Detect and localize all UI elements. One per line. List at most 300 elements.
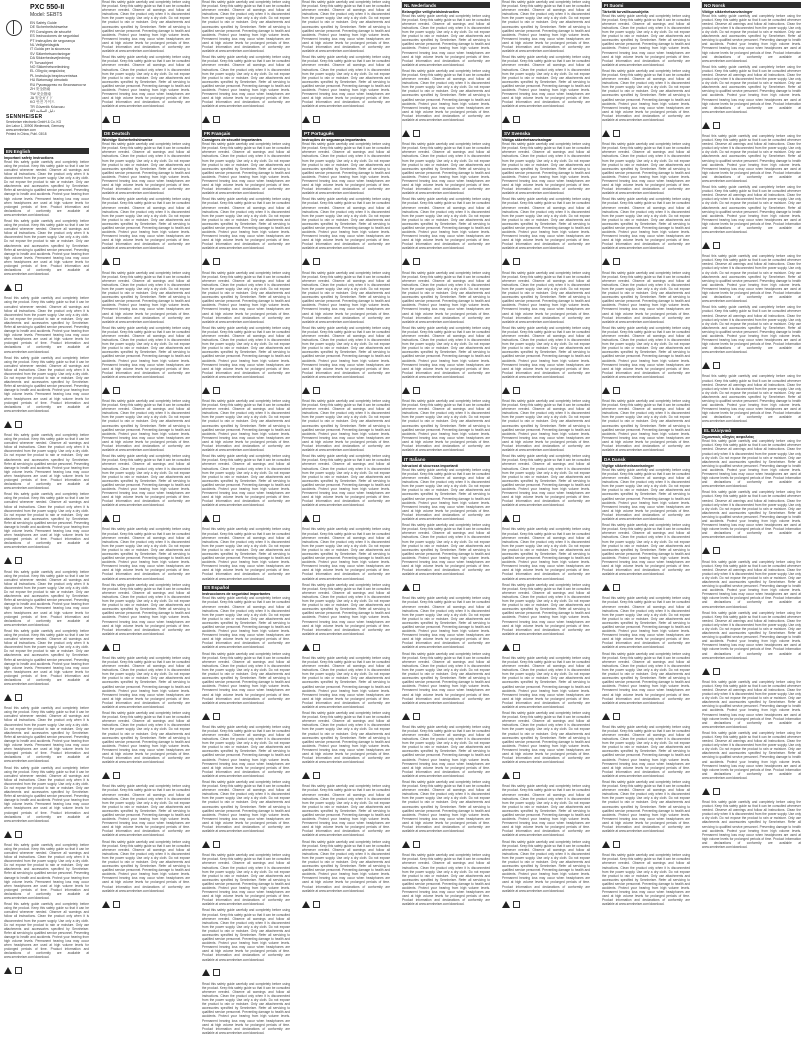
- body-text: Read this safety guide carefully and completely before using the product. Keep this safety guide so that it can be consulted whenever needed. Observe all warnings and follow all instructions. Clean the product only when it is disconnected from the power supply. Use only a dry cloth. Do not expose the product to rain or moisture. Only use attachments and accessories specified by Sennheiser. Refer all servicing to qualified service personnel. Preventing damage to health and accidents. Protect your hearing from high volume levels. Permanent hearing loss may occur when headphones are used at high volume levels for prolonged periods of time. Product information and declarations of conformity are available at www.sennheiser.com/download.: [602, 523, 690, 577]
- warning-icon: [402, 130, 410, 137]
- body-text: Read this safety guide carefully and completely before using the product. Keep this safety guide so that it can be consulted whenever needed. Observe all warnings and follow all instructions. Clean the product only when it is disconnected from the power supply. Use only a dry cloth. Do not expose the product to rain or moisture. Only use attachments and accessories specified by Sennheiser. Refer all servicing to qualified service personnel. Preventing damage to health and accidents. Protect your hearing from high volume levels. Permanent hearing loss may occur when headphones are used at high volume levels for prolonged periods of time. Product information and declarations of conformity are available at www.sennheiser.com/download.: [602, 651, 690, 705]
- symbol-row: [4, 415, 89, 433]
- warning-icon: [602, 387, 610, 394]
- language-item: SV Säkerhetsanvisningar: [30, 51, 71, 56]
- info-icon: [213, 841, 220, 848]
- info-icon: [213, 515, 220, 522]
- body-text: Read this safety guide carefully and completely before using the product. Keep this safety guide so that it can be consulted whenever needed. Observe all warnings and follow all instructions. Clean the product only when it is disconnected from the power supply. Use only a dry cloth. Do not expose the product to rain or moisture. Only use attachments and accessories specified by Sennheiser. Refer all servicing to qualified service personnel. Preventing damage to health and accidents. Protect your hearing from high volume levels. Permanent hearing loss may occur when headphones are used at high volume levels for prolonged periods of time. Product information and declarations of conformity are available at www.sennheiser.com/download.: [4, 628, 89, 687]
- warning-icon: [702, 547, 710, 554]
- symbol-row: [202, 835, 290, 853]
- body-text: Read this safety guide carefully and completely before using the product. Keep this safety guide so that it can be consulted whenever needed. Observe all warnings and follow all instructions. Clean the product only when it is disconnected from the power supply. Use only a dry cloth. Do not expose the product to rain or moisture. Only use attachments and accessories specified by Sennheiser. Refer all servicing to qualified service personnel. Preventing damage to health and accidents. Protect your hearing from high volume levels. Permanent hearing loss may occur when headphones are used at high volume levels for prolonged periods of time. Product information and declarations of conformity are available at www.sennheiser.com/download.: [602, 467, 690, 522]
- body-text: Read this safety guide carefully and completely before using the product. Keep this safety guide so that it can be consulted whenever needed. Observe all warnings and follow all instructions. Clean the product only when it is disconnected from the power supply. Use only a dry cloth. Do not expose the product to rain or moisture. Only use attachments and accessories specified by Sennheiser. Refer all servicing to qualified service personnel. Preventing damage to health and accidents. Protect your hearing from high volume levels. Permanent hearing loss may occur when headphones are used at high volume levels for prolonged periods of time. Product information and declarations of conformity are available at www.sennheiser.com/download.: [302, 839, 390, 893]
- warning-icon: [102, 515, 110, 522]
- info-icon: [413, 130, 420, 137]
- info-icon: [113, 901, 120, 908]
- info-icon: [513, 644, 520, 651]
- symbol-row: [202, 110, 290, 128]
- symbol-row: [502, 381, 590, 399]
- body-text: Read this safety guide carefully and completely before using the product. Keep this safety guide so that it can be consulted whenever needed. Observe all warnings and follow all instructions. Clean the product only when it is disconnected from the power supply. Use only a dry cloth. Do not expose the product to rain or moisture. Only use attachments and accessories specified by Sennheiser. Refer all servicing to qualified service personnel. Preventing damage to health and accidents. Protect your hearing from high volume levels. Permanent hearing loss may occur when headphones are used at high volume levels for prolonged periods of time. Product information and declarations of conformity are available at www.sennheiser.com/download.: [502, 399, 590, 453]
- language-item: IT Guida per la sicurezza: [30, 47, 70, 52]
- body-text: Read this safety guide carefully and completely before using the product. Keep this safety guide so that it can be consulted whenever needed. Observe all warnings and follow all instructions. Clean the product only when it is disconnected from the power supply. Use only a dry cloth. Do not expose the product to rain or moisture. Only use attachments and accessories specified by Sennheiser. Refer all servicing to qualified service personnel. Preventing damage to health and accidents. Protect your hearing from high volume levels. Permanent hearing loss may occur when headphones are used at high volume levels for prolonged periods of time. Product information and declarations of conformity are available at www.sennheiser.com/download.: [302, 454, 390, 508]
- symbol-row: [502, 110, 590, 128]
- warning-icon: [202, 713, 210, 720]
- body-text: Read this safety guide carefully and completely before using the product. Keep this safety guide so that it can be consulted whenever needed. Observe all warnings and follow all instructions. Clean the product only when it is disconnected from the power supply. Use only a dry cloth. Do not expose the product to rain or moisture. Only use attachments and accessories specified by Sennheiser. Refer all servicing to qualified service personnel. Preventing damage to health and accidents. Protect your hearing from high volume levels. Permanent hearing loss may occur when headphones are used at high volume levels for prolonged periods of time. Product information and declarations of conformity are available at www.sennheiser.com/download.: [4, 902, 89, 960]
- section-subheading: Σημαντικές οδηγίες ασφαλείας: [702, 435, 755, 440]
- warning-icon: [602, 713, 610, 720]
- language-heading: ES Español: [202, 585, 290, 591]
- language-item: ES Instrucciones de seguridad: [30, 34, 79, 39]
- warning-icon: [202, 258, 210, 265]
- body-text: Read this safety guide carefully and completely before using the product. Keep this safety guide so that it can be consulted whenever needed. Observe all warnings and follow all instructions. Clean the product only when it is disconnected from the power supply. Use only a dry cloth. Do not expose the product to rain or moisture. Only use attachments and accessories specified by Sennheiser. Refer all servicing to qualified service personnel. Preventing damage to health and accidents. Protect your hearing from high volume levels. Permanent hearing loss may occur when headphones are used at high volume levels for prolonged periods of time. Product information and declarations of conformity are available at www.sennheiser.com/download.: [202, 853, 290, 907]
- body-text: Read this safety guide carefully and completely before using the product. Keep this safety guide so that it can be consulted whenever needed. Observe all warnings and follow all instructions. Clean the product only when it is disconnected from the power supply. Use only a dry cloth. Do not expose the product to rain or moisture. Only use attachments and accessories specified by Sennheiser. Refer all servicing to qualified service personnel. Preventing damage to health and accidents. Protect your hearing from high volume levels. Permanent hearing loss may occur when headphones are used at high volume levels for prolonged periods of time. Product information and declarations of conformity are available at www.sennheiser.com/download.: [702, 305, 801, 355]
- language-item: PL Instrukcja bezpieczeństwa: [30, 73, 78, 78]
- warning-icon: [202, 969, 210, 976]
- info-icon: [613, 258, 620, 265]
- body-text: Read this safety guide carefully and completely before using the product. Keep this safety guide so that it can be consulted whenever needed. Observe all warnings and follow all instructions. Clean the product only when it is disconnected from the power supply. Use only a dry cloth. Do not expose the product to rain or moisture. Only use attachments and accessories specified by Sennheiser. Refer all servicing to qualified service personnel. Preventing damage to health and accidents. Protect your hearing from high volume levels. Permanent hearing loss may occur when headphones are used at high volume levels for prolonged periods of time. Product information and declarations of conformity are available at www.sennheiser.com/download.: [102, 142, 190, 196]
- symbol-row: [402, 578, 490, 596]
- symbol-row: [702, 116, 801, 134]
- symbol-row: [502, 253, 590, 271]
- warning-icon: [302, 772, 310, 779]
- section-subheading: Tärkeitä turvallisuusohjeita: [602, 9, 649, 14]
- symbol-row: [4, 688, 89, 706]
- info-icon: [513, 515, 520, 522]
- language-heading: PT Português: [302, 130, 390, 136]
- language-item: TR Güvenlik Kılavuzu: [30, 104, 65, 109]
- info-icon: [15, 694, 22, 701]
- language-item: FR Consignes de sécurité: [30, 29, 72, 34]
- body-text: Read this safety guide carefully and completely before using the product. Keep this safety guide so that it can be consulted whenever needed. Observe all warnings and follow all instructions. Clean the product only when it is disconnected from the power supply. Use only a dry cloth. Do not expose the product to rain or moisture. Only use attachments and accessories specified by Sennheiser. Refer all servicing to qualified service personnel. Preventing damage to health and accidents. Protect your hearing from high volume levels. Permanent hearing loss may occur when headphones are used at high volume levels for prolonged periods of time. Product information and declarations of conformity are available at www.sennheiser.com/download.: [4, 355, 89, 413]
- body-text: Read this safety guide carefully and completely before using the product. Keep this safety guide so that it can be consulted whenever needed. Observe all warnings and follow all instructions. Clean the product only when it is disconnected from the power supply. Use only a dry cloth. Do not expose the product to rain or moisture. Only use attachments and accessories specified by Sennheiser. Refer all servicing to qualified service personnel. Preventing damage to health and accidents. Protect your hearing from high volume levels. Permanent hearing loss may occur when headphones are used at high volume levels for prolonged periods of time. Product information and declarations of conformity are available at www.sennheiser.com/download.: [602, 780, 690, 834]
- info-icon: [613, 130, 620, 137]
- body-text: Read this safety guide carefully and completely before using the product. Keep this safety guide so that it can be consulted whenever needed. Observe all warnings and follow all instructions. Clean the product only when it is disconnected from the power supply. Use only a dry cloth. Do not expose the product to rain or moisture. Only use attachments and accessories specified by Sennheiser. Refer all servicing to qualified service personnel. Preventing damage to health and accidents. Protect your hearing from high volume levels. Permanent hearing loss may occur when headphones are used at high volume levels for prolonged periods of time. Product information and declarations of conformity are available at www.sennheiser.com/download.: [402, 853, 490, 907]
- symbol-row: [702, 236, 801, 254]
- symbol-row: [602, 707, 690, 725]
- warning-icon: [102, 644, 110, 651]
- language-list: [30, 21, 88, 114]
- symbol-row: [102, 895, 190, 913]
- warning-icon: [302, 644, 310, 651]
- body-text: Read this safety guide carefully and completely before using the product. Keep this safety guide so that it can be consulted whenever needed. Observe all warnings and follow all instructions. Clean the product only when it is disconnected from the power supply. Use only a dry cloth. Do not expose the product to rain or moisture. Only use attachments and accessories specified by Sennheiser. Refer all servicing to qualified service personnel. Preventing damage to health and accidents. Protect your hearing from high volume levels. Permanent hearing loss may occur when headphones are used at high volume levels for prolonged periods of time. Product information and declarations of conformity are available at www.sennheiser.com/download.: [402, 399, 490, 453]
- body-text: Read this safety guide carefully and completely before using the product. Keep this safety guide so that it can be consulted whenever needed. Observe all warnings and follow all instructions. Clean the product only when it is disconnected from the power supply. Use only a dry cloth. Do not expose the product to rain or moisture. Only use attachments and accessories specified by Sennheiser. Refer all servicing to qualified service personnel. Preventing damage to health and accidents. Protect your hearing from high volume levels. Permanent hearing loss may occur when headphones are used at high volume levels for prolonged periods of time. Product information and declarations of conformity are available at www.sennheiser.com/download.: [602, 399, 690, 453]
- warning-icon: [702, 242, 710, 249]
- language-item: RU Руководство по безопасности: [30, 82, 86, 87]
- warning-icon: [102, 116, 110, 123]
- body-text: Read this safety guide carefully and completely before using the product. Keep this safety guide so that it can be consulted whenever needed. Observe all warnings and follow all instructions. Clean the product only when it is disconnected from the power supply. Use only a dry cloth. Do not expose the product to rain or moisture. Only use attachments and accessories specified by Sennheiser. Refer all servicing to qualified service personnel. Preventing damage to health and accidents. Protect your hearing from high volume levels. Permanent hearing loss may occur when headphones are used at high volume levels for prolonged periods of time. Product information and declarations of conformity are available at www.sennheiser.com/download.: [202, 197, 290, 251]
- language-heading: FI Suomi: [602, 2, 690, 8]
- info-icon: [113, 644, 120, 651]
- section-subheading: Viktiga säkerhetsanvisningar: [502, 138, 552, 143]
- body-text: Read this safety guide carefully and completely before using the product. Keep this safety guide so that it can be consulted whenever needed. Observe all warnings and follow all instructions. Clean the product only when it is disconnected from the power supply. Use only a dry cloth. Do not expose the product to rain or moisture. Only use attachments and accessories specified by Sennheiser. Refer all servicing to qualified service personnel. Preventing damage to health and accidents. Protect your hearing from high volume levels. Permanent hearing loss may occur when headphones are used at high volume levels for prolonged periods of time. Product information and declarations of conformity are available at www.sennheiser.com/download.: [702, 730, 801, 780]
- body-text: Read this safety guide carefully and completely before using the product. Keep this safety guide so that it can be consulted whenever needed. Observe all warnings and follow all instructions. Clean the product only when it is disconnected from the power supply. Use only a dry cloth. Do not expose the product to rain or moisture. Only use attachments and accessories specified by Sennheiser. Refer all servicing to qualified service personnel. Preventing damage to health and accidents. Protect your hearing from high volume levels. Permanent hearing loss may occur when headphones are used at high volume levels for prolonged periods of time. Product information and declarations of conformity are available at www.sennheiser.com/download.: [4, 159, 89, 217]
- column-content: [301, 0, 390, 893]
- body-text: Read this safety guide carefully and completely before using the product. Keep this safety guide so that it can be consulted whenever needed. Observe all warnings and follow all instructions. Clean the product only when it is disconnected from the power supply. Use only a dry cloth. Do not expose the product to rain or moisture. Only use attachments and accessories specified by Sennheiser. Refer all servicing to qualified service personnel. Preventing damage to health and accidents. Protect your hearing from high volume levels. Permanent hearing loss may occur when headphones are used at high volume levels for prolonged periods of time. Product information and declarations of conformity are available at www.sennheiser.com/download.: [4, 765, 89, 823]
- section-subheading: Wichtige Sicherheitshinweise: [102, 138, 153, 143]
- symbol-row: [202, 509, 290, 527]
- section-subheading: Viktige sikkerhetsanvisninger: [702, 9, 753, 14]
- body-text: Read this safety guide carefully and completely before using the product. Keep this safety guide so that it can be consulted whenever needed. Observe all warnings and follow all instructions. Clean the product only when it is disconnected from the power supply. Use only a dry cloth. Do not expose the product to rain or moisture. Only use attachments and accessories specified by Sennheiser. Refer all servicing to qualified service personnel. Preventing damage to health and accidents. Protect your hearing from high volume levels. Permanent hearing loss may occur when headphones are used at high volume levels for prolonged periods of time. Product information and declarations of conformity are available at www.sennheiser.com/download.: [302, 527, 390, 581]
- body-text: Read this safety guide carefully and completely before using the product. Keep this safety guide so that it can be consulted whenever needed. Observe all warnings and follow all instructions. Clean the product only when it is disconnected from the power supply. Use only a dry cloth. Do not expose the product to rain or moisture. Only use attachments and accessories specified by Sennheiser. Refer all servicing to qualified service personnel. Preventing damage to health and accidents. Protect your hearing from high volume levels. Permanent hearing loss may occur when headphones are used at high volume levels for prolonged periods of time. Product information and declarations of conformity are available at www.sennheiser.com/download.: [202, 142, 290, 196]
- info-icon: [613, 584, 620, 591]
- body-text: Read this safety guide carefully and completely before using the product. Keep this safety guide so that it can be consulted whenever needed. Observe all warnings and follow all instructions. Clean the product only when it is disconnected from the power supply. Use only a dry cloth. Do not expose the product to rain or moisture. Only use attachments and accessories specified by Sennheiser. Refer all servicing to qualified service personnel. Preventing damage to health and accidents. Protect your hearing from high volume levels. Permanent hearing loss may occur when headphones are used at high volume levels for prolonged periods of time. Product information and declarations of conformity are available at www.sennheiser.com/download.: [602, 596, 690, 650]
- body-text: Read this safety guide carefully and completely before using the product. Keep this safety guide so that it can be consulted whenever needed. Observe all warnings and follow all instructions. Clean the product only when it is disconnected from the power supply. Use only a dry cloth. Do not expose the product to rain or moisture. Only use attachments and accessories specified by Sennheiser. Refer all servicing to qualified service personnel. Preventing damage to health and accidents. Protect your hearing from high volume levels. Permanent hearing loss may occur when headphones are used at high volume levels for prolonged periods of time. Product information and declarations of conformity are available at www.sennheiser.com/download.: [702, 800, 801, 850]
- body-text: Read this safety guide carefully and completely before using the product. Keep this safety guide so that it can be consulted whenever needed. Observe all warnings and follow all instructions. Clean the product only when it is disconnected from the power supply. Use only a dry cloth. Do not expose the product to rain or moisture. Only use attachments and accessories specified by Sennheiser. Refer all servicing to qualified service personnel. Preventing damage to health and accidents. Protect your hearing from high volume levels. Permanent hearing loss may occur when headphones are used at high volume levels for prolonged periods of time. Product information and declarations of conformity are available at www.sennheiser.com/download.: [4, 569, 89, 627]
- info-icon: [113, 387, 120, 394]
- symbol-row: [502, 766, 590, 784]
- language-item: DE Sicherheitshinweise: [30, 25, 68, 30]
- body-text: Read this safety guide carefully and completely before using the product. Keep this safety guide so that it can be consulted whenever needed. Observe all warnings and follow all instructions. Clean the product only when it is disconnected from the power supply. Use only a dry cloth. Do not expose the product to rain or moisture. Only use attachments and accessories specified by Sennheiser. Refer all servicing to qualified service personnel. Preventing damage to health and accidents. Protect your hearing from high volume levels. Permanent hearing loss may occur when headphones are used at high volume levels for prolonged periods of time. Product information and declarations of conformity are available at www.sennheiser.com/download.: [302, 0, 390, 54]
- symbol-row: [302, 638, 390, 656]
- info-icon: [713, 668, 720, 675]
- body-text: Read this safety guide carefully and completely before using the product. Keep this safety guide so that it can be consulted whenever needed. Observe all warnings and follow all instructions. Clean the product only when it is disconnected from the power supply. Use only a dry cloth. Do not expose the product to rain or moisture. Only use attachments and accessories specified by Sennheiser. Refer all servicing to qualified service personnel. Preventing damage to health and accidents. Protect your hearing from high volume levels. Permanent hearing loss may occur when headphones are used at high volume levels for prolonged periods of time. Product information and declarations of conformity are available at www.sennheiser.com/download.: [602, 724, 690, 778]
- body-text: Read this safety guide carefully and completely before using the product. Keep this safety guide so that it can be consulted whenever needed. Observe all warnings and follow all instructions. Clean the product only when it is disconnected from the power supply. Use only a dry cloth. Do not expose the product to rain or moisture. Only use attachments and accessories specified by Sennheiser. Refer all servicing to qualified service personnel. Preventing damage to health and accidents. Protect your hearing from high volume levels. Permanent hearing loss may occur when headphones are used at high volume levels for prolonged periods of time. Product information and declarations of conformity are available at www.sennheiser.com/download.: [302, 582, 390, 636]
- body-text: Read this safety guide carefully and completely before using the product. Keep this safety guide so that it can be consulted whenever needed. Observe all warnings and follow all instructions. Clean the product only when it is disconnected from the power supply. Use only a dry cloth. Do not expose the product to rain or moisture. Only use attachments and accessories specified by Sennheiser. Refer all servicing to qualified service personnel. Preventing damage to health and accidents. Protect your hearing from high volume levels. Permanent hearing loss may occur when headphones are used at high volume levels for prolonged periods of time. Product information and declarations of conformity are available at www.sennheiser.com/download.: [102, 55, 190, 109]
- language-item: NL Veiligheidsgids: [30, 43, 60, 48]
- info-icon: [513, 901, 520, 908]
- info-icon: [113, 258, 120, 265]
- body-text: Read this safety guide carefully and completely before using the product. Keep this safety guide so that it can be consulted whenever needed. Observe all warnings and follow all instructions. Clean the product only when it is disconnected from the power supply. Use only a dry cloth. Do not expose the product to rain or moisture. Only use attachments and accessories specified by Sennheiser. Refer all servicing to qualified service personnel. Preventing damage to health and accidents. Protect your hearing from high volume levels. Permanent hearing loss may occur when headphones are used at high volume levels for prolonged periods of time. Product information and declarations of conformity are available at www.sennheiser.com/download.: [702, 13, 801, 63]
- symbol-row: [4, 825, 89, 843]
- language-heading: EN English: [4, 148, 89, 154]
- body-text: Read this safety guide carefully and completely before using the product. Keep this safety guide so that it can be consulted whenever needed. Observe all warnings and follow all instructions. Clean the product only when it is disconnected from the power supply. Use only a dry cloth. Do not expose the product to rain or moisture. Only use attachments and accessories specified by Sennheiser. Refer all servicing to qualified service personnel. Preventing damage to health and accidents. Protect your hearing from high volume levels. Permanent hearing loss may occur when headphones are used at high volume levels for prolonged periods of time. Product information and declarations of conformity are available at www.sennheiser.com/download.: [602, 853, 690, 907]
- body-text: Read this safety guide carefully and completely before using the product. Keep this safety guide so that it can be consulted whenever needed. Observe all warnings and follow all instructions. Clean the product only when it is disconnected from the power supply. Use only a dry cloth. Do not expose the product to rain or moisture. Only use attachments and accessories specified by Sennheiser. Refer all servicing to qualified service personnel. Preventing damage to health and accidents. Protect your hearing from high volume levels. Permanent hearing loss may occur when headphones are used at high volume levels for prolonged periods of time. Product information and declarations of conformity are available at www.sennheiser.com/download.: [702, 374, 801, 424]
- address-line: Am Labor 1, 30900 Wedemark, Germany: [6, 124, 65, 129]
- info-icon: [313, 901, 320, 908]
- body-text: Read this safety guide carefully and completely before using the product. Keep this safety guide so that it can be consulted whenever needed. Observe all warnings and follow all instructions. Clean the product only when it is disconnected from the power supply. Use only a dry cloth. Do not expose the product to rain or moisture. Only use attachments and accessories specified by Sennheiser. Refer all servicing to qualified service personnel. Preventing damage to health and accidents. Protect your hearing from high volume levels. Permanent hearing loss may occur when headphones are used at high volume levels for prolonged periods of time. Product information and declarations of conformity are available at www.sennheiser.com/download.: [202, 454, 290, 508]
- symbol-row: [402, 835, 490, 853]
- info-icon: [413, 387, 420, 394]
- warning-icon: [4, 694, 12, 701]
- warning-icon: [4, 967, 12, 974]
- body-text: Read this safety guide carefully and completely before using the product. Keep this safety guide so that it can be consulted whenever needed. Observe all warnings and follow all instructions. Clean the product only when it is disconnected from the power supply. Use only a dry cloth. Do not expose the product to rain or moisture. Only use attachments and accessories specified by Sennheiser. Refer all servicing to qualified service personnel. Preventing damage to health and accidents. Protect your hearing from high volume levels. Permanent hearing loss may occur when headphones are used at high volume levels for prolonged periods of time. Product information and declarations of conformity are available at www.sennheiser.com/download.: [202, 780, 290, 834]
- info-icon: [313, 258, 320, 265]
- warning-icon: [202, 841, 210, 848]
- warning-icon: [302, 116, 310, 123]
- symbol-row: [302, 381, 390, 399]
- body-text: Read this safety guide carefully and completely before using the product. Keep this safety guide so that it can be consulted whenever needed. Observe all warnings and follow all instructions. Clean the product only when it is disconnected from the power supply. Use only a dry cloth. Do not expose the product to rain or moisture. Only use attachments and accessories specified by Sennheiser. Refer all servicing to qualified service personnel. Preventing damage to health and accidents. Protect your hearing from high volume levels. Permanent hearing loss may occur when headphones are used at high volume levels for prolonged periods of time. Product information and declarations of conformity are available at www.sennheiser.com/download.: [502, 784, 590, 838]
- body-text: Read this safety guide carefully and completely before using the product. Keep this safety guide so that it can be consulted whenever needed. Observe all warnings and follow all instructions. Clean the product only when it is disconnected from the power supply. Use only a dry cloth. Do not expose the product to rain or moisture. Only use attachments and accessories specified by Sennheiser. Refer all servicing to qualified service personnel. Preventing damage to health and accidents. Protect your hearing from high volume levels. Permanent hearing loss may occur when headphones are used at high volume levels for prolonged periods of time. Product information and declarations of conformity are available at www.sennheiser.com/download.: [702, 254, 801, 304]
- symbol-row: [202, 253, 290, 271]
- body-text: Read this safety guide carefully and completely before using the product. Keep this safety guide so that it can be consulted whenever needed. Observe all warnings and follow all instructions. Clean the product only when it is disconnected from the power supply. Use only a dry cloth. Do not expose the product to rain or moisture. Only use attachments and accessories specified by Sennheiser. Refer all servicing to qualified service personnel. Preventing damage to health and accidents. Protect your hearing from high volume levels. Permanent hearing loss may occur when headphones are used at high volume levels for prolonged periods of time. Product information and declarations of conformity are available at www.sennheiser.com/download.: [502, 55, 590, 109]
- body-text: Read this safety guide carefully and completely before using the product. Keep this safety guide so that it can be consulted whenever needed. Observe all warnings and follow all instructions. Clean the product only when it is disconnected from the power supply. Use only a dry cloth. Do not expose the product to rain or moisture. Only use attachments and accessories specified by Sennheiser. Refer all servicing to qualified service personnel. Preventing damage to health and accidents. Protect your hearing from high volume levels. Permanent hearing loss may occur when headphones are used at high volume levels for prolonged periods of time. Product information and declarations of conformity are available at www.sennheiser.com/download.: [702, 679, 801, 729]
- language-item: AR دليل السلامة: [30, 109, 55, 114]
- symbol-row: [102, 766, 190, 784]
- info-icon: [613, 841, 620, 848]
- warning-icon: [102, 772, 110, 779]
- language-heading: NL Nederlands: [402, 2, 490, 8]
- warning-icon: [202, 515, 210, 522]
- body-text: Read this safety guide carefully and completely before using the product. Keep this safety guide so that it can be consulted whenever needed. Observe all warnings and follow all instructions. Clean the product only when it is disconnected from the power supply. Use only a dry cloth. Do not expose the product to rain or moisture. Only use attachments and accessories specified by Sennheiser. Refer all servicing to qualified service personnel. Preventing damage to health and accidents. Protect your hearing from high volume levels. Permanent hearing loss may occur when headphones are used at high volume levels for prolonged periods of time. Product information and declarations of conformity are available at www.sennheiser.com/download.: [502, 270, 590, 324]
- body-text: Read this safety guide carefully and completely before using the product. Keep this safety guide so that it can be consulted whenever needed. Observe all warnings and follow all instructions. Clean the product only when it is disconnected from the power supply. Use only a dry cloth. Do not expose the product to rain or moisture. Only use attachments and accessories specified by Sennheiser. Refer all servicing to qualified service personnel. Preventing damage to health and accidents. Protect your hearing from high volume levels. Permanent hearing loss may occur when headphones are used at high volume levels for prolonged periods of time. Product information and declarations of conformity are available at www.sennheiser.com/download.: [702, 610, 801, 660]
- symbol-row: [702, 662, 801, 680]
- language-item: DA Sikkerhedsvejledning: [30, 56, 70, 61]
- info-icon: [513, 258, 520, 265]
- warning-icon: [502, 644, 510, 651]
- body-text: Read this safety guide carefully and completely before using the product. Keep this safety guide so that it can be consulted whenever needed. Observe all warnings and follow all instructions. Clean the product only when it is disconnected from the power supply. Use only a dry cloth. Do not expose the product to rain or moisture. Only use attachments and accessories specified by Sennheiser. Refer all servicing to qualified service personnel. Preventing damage to health and accidents. Protect your hearing from high volume levels. Permanent hearing loss may occur when headphones are used at high volume levels for prolonged periods of time. Product information and declarations of conformity are available at www.sennheiser.com/download.: [302, 655, 390, 709]
- symbol-row: [402, 253, 490, 271]
- body-text: Read this safety guide carefully and completely before using the product. Keep this safety guide so that it can be consulted whenever needed. Observe all warnings and follow all instructions. Clean the product only when it is disconnected from the power supply. Use only a dry cloth. Do not expose the product to rain or moisture. Only use attachments and accessories specified by Sennheiser. Refer all servicing to qualified service personnel. Preventing damage to health and accidents. Protect your hearing from high volume levels. Permanent hearing loss may occur when headphones are used at high volume levels for prolonged periods of time. Product information and declarations of conformity are available at www.sennheiser.com/download.: [502, 655, 590, 709]
- symbol-row: [202, 381, 290, 399]
- info-icon: [713, 788, 720, 795]
- body-text: Read this safety guide carefully and completely before using the product. Keep this safety guide so that it can be consulted whenever needed. Observe all warnings and follow all instructions. Clean the product only when it is disconnected from the power supply. Use only a dry cloth. Do not expose the product to rain or moisture. Only use attachments and accessories specified by Sennheiser. Refer all servicing to qualified service personnel. Preventing damage to health and accidents. Protect your hearing from high volume levels. Permanent hearing loss may occur when headphones are used at high volume levels for prolonged periods of time. Product information and declarations of conformity are available at www.sennheiser.com/download.: [502, 197, 590, 251]
- warning-icon: [4, 284, 12, 291]
- body-text: Read this safety guide carefully and completely before using the product. Keep this safety guide so that it can be consulted whenever needed. Observe all warnings and follow all instructions. Clean the product only when it is disconnected from the power supply. Use only a dry cloth. Do not expose the product to rain or moisture. Only use attachments and accessories specified by Sennheiser. Refer all servicing to qualified service personnel. Preventing damage to health and accidents. Protect your hearing from high volume levels. Permanent hearing loss may occur when headphones are used at high volume levels for prolonged periods of time. Product information and declarations of conformity are available at www.sennheiser.com/download.: [402, 467, 490, 522]
- info-icon: [15, 831, 22, 838]
- brand-logo: SENNHEISER: [6, 114, 43, 120]
- info-icon: [413, 258, 420, 265]
- body-text: Read this safety guide carefully and completely before using the product. Keep this safety guide so that it can be consulted whenever needed. Observe all warnings and follow all instructions. Clean the product only when it is disconnected from the power supply. Use only a dry cloth. Do not expose the product to rain or moisture. Only use attachments and accessories specified by Sennheiser. Refer all servicing to qualified service personnel. Preventing damage to health and accidents. Protect your hearing from high volume levels. Permanent hearing loss may occur when headphones are used at high volume levels for prolonged periods of time. Product information and declarations of conformity are available at www.sennheiser.com/download.: [602, 270, 690, 324]
- language-item: EN Safety Guide: [30, 21, 57, 25]
- warning-icon: [402, 841, 410, 848]
- symbol-row: [202, 707, 290, 725]
- body-text: Read this safety guide carefully and completely before using the product. Keep this safety guide so that it can be consulted whenever needed. Observe all warnings and follow all instructions. Clean the product only when it is disconnected from the power supply. Use only a dry cloth. Do not expose the product to rain or moisture. Only use attachments and accessories specified by Sennheiser. Refer all servicing to qualified service personnel. Preventing damage to health and accidents. Protect your hearing from high volume levels. Permanent hearing loss may occur when headphones are used at high volume levels for prolonged periods of time. Product information and declarations of conformity are available at www.sennheiser.com/download.: [402, 68, 490, 123]
- info-icon: [213, 969, 220, 976]
- address-line: www.sennheiser.com: [6, 128, 36, 133]
- warning-icon: [102, 258, 110, 265]
- column-content: [101, 0, 190, 893]
- warning-icon: [4, 421, 12, 428]
- body-text: Read this safety guide carefully and completely before using the product. Keep this safety guide so that it can be consulted whenever needed. Observe all warnings and follow all instructions. Clean the product only when it is disconnected from the power supply. Use only a dry cloth. Do not expose the product to rain or moisture. Only use attachments and accessories specified by Sennheiser. Refer all servicing to qualified service personnel. Preventing damage to health and accidents. Protect your hearing from high volume levels. Permanent hearing loss may occur when headphones are used at high volume levels for prolonged periods of time. Product information and declarations of conformity are available at www.sennheiser.com/download.: [202, 908, 290, 962]
- address-line: Printed in China, Publ. 03/18: [6, 132, 47, 137]
- body-text: Read this safety guide carefully and completely before using the product. Keep this safety guide so that it can be consulted whenever needed. Observe all warnings and follow all instructions. Clean the product only when it is disconnected from the power supply. Use only a dry cloth. Do not expose the product to rain or moisture. Only use attachments and accessories specified by Sennheiser. Refer all servicing to qualified service personnel. Preventing damage to health and accidents. Protect your hearing from high volume levels. Permanent hearing loss may occur when headphones are used at high volume levels for prolonged periods of time. Product information and declarations of conformity are available at www.sennheiser.com/download.: [502, 839, 590, 893]
- info-icon: [313, 772, 320, 779]
- address-line: Sennheiser electronic GmbH & Co. KG: [6, 120, 62, 124]
- body-text: Read this safety guide carefully and completely before using the product. Keep this safety guide so that it can be consulted whenever needed. Observe all warnings and follow all instructions. Clean the product only when it is disconnected from the power supply. Use only a dry cloth. Do not expose the product to rain or moisture. Only use attachments and accessories specified by Sennheiser. Refer all servicing to qualified service personnel. Preventing damage to health and accidents. Protect your hearing from high volume levels. Permanent hearing loss may occur when headphones are used at high volume levels for prolonged periods of time. Product information and declarations of conformity are available at www.sennheiser.com/download.: [102, 582, 190, 636]
- body-text: Read this safety guide carefully and completely before using the product. Keep this safety guide so that it can be consulted whenever needed. Observe all warnings and follow all instructions. Clean the product only when it is disconnected from the power supply. Use only a dry cloth. Do not expose the product to rain or moisture. Only use attachments and accessories specified by Sennheiser. Refer all servicing to qualified service personnel. Preventing damage to health and accidents. Protect your hearing from high volume levels. Permanent hearing loss may occur when headphones are used at high volume levels for prolonged periods of time. Product information and declarations of conformity are available at www.sennheiser.com/download.: [702, 439, 801, 489]
- body-text: Read this safety guide carefully and completely before using the product. Keep this safety guide so that it can be consulted whenever needed. Observe all warnings and follow all instructions. Clean the product only when it is disconnected from the power supply. Use only a dry cloth. Do not expose the product to rain or moisture. Only use attachments and accessories specified by Sennheiser. Refer all servicing to qualified service personnel. Preventing damage to health and accidents. Protect your hearing from high volume levels. Permanent hearing loss may occur when headphones are used at high volume levels for prolonged periods of time. Product information and declarations of conformity are available at www.sennheiser.com/download.: [302, 325, 390, 379]
- symbol-row: [4, 552, 89, 570]
- body-text: Read this safety guide carefully and completely before using the product. Keep this safety guide so that it can be consulted whenever needed. Observe all warnings and follow all instructions. Clean the product only when it is disconnected from the power supply. Use only a dry cloth. Do not expose the product to rain or moisture. Only use attachments and accessories specified by Sennheiser. Refer all servicing to qualified service personnel. Preventing damage to health and accidents. Protect your hearing from high volume levels. Permanent hearing loss may occur when headphones are used at high volume levels for prolonged periods of time. Product information and declarations of conformity are available at www.sennheiser.com/download.: [302, 711, 390, 765]
- symbol-row: [602, 835, 690, 853]
- body-text: Read this safety guide carefully and completely before using the product. Keep this safety guide so that it can be consulted whenever needed. Observe all warnings and follow all instructions. Clean the product only when it is disconnected from the power supply. Use only a dry cloth. Do not expose the product to rain or moisture. Only use attachments and accessories specified by Sennheiser. Refer all servicing to qualified service personnel. Preventing damage to health and accidents. Protect your hearing from high volume levels. Permanent hearing loss may occur when headphones are used at high volume levels for prolonged periods of time. Product information and declarations of conformity are available at www.sennheiser.com/download.: [302, 270, 390, 324]
- section-subheading: Consignes de sécurité importantes: [202, 138, 262, 143]
- info-icon: [413, 584, 420, 591]
- body-text: Read this safety guide carefully and completely before using the product. Keep this safety guide so that it can be consulted whenever needed. Observe all warnings and follow all instructions. Clean the product only when it is disconnected from the power supply. Use only a dry cloth. Do not expose the product to rain or moisture. Only use attachments and accessories specified by Sennheiser. Refer all servicing to qualified service personnel. Preventing damage to health and accidents. Protect your hearing from high volume levels. Permanent hearing loss may occur when headphones are used at high volume levels for prolonged periods of time. Product information and declarations of conformity are available at www.sennheiser.com/download.: [4, 706, 89, 764]
- language-item: KO 안전 가이드: [30, 100, 55, 105]
- body-text: Read this safety guide carefully and completely before using the product. Keep this safety guide so that it can be consulted whenever needed. Observe all warnings and follow all instructions. Clean the product only when it is disconnected from the power supply. Use only a dry cloth. Do not expose the product to rain or moisture. Only use attachments and accessories specified by Sennheiser. Refer all servicing to qualified service personnel. Preventing damage to health and accidents. Protect your hearing from high volume levels. Permanent hearing loss may occur when headphones are used at high volume levels for prolonged periods of time. Product information and declarations of conformity are available at www.sennheiser.com/download.: [402, 651, 490, 705]
- info-icon: [513, 387, 520, 394]
- section-subheading: Belangrijke veiligheidsinstructies: [402, 9, 460, 14]
- symbol-row: [702, 782, 801, 800]
- symbol-row: [502, 895, 590, 913]
- warning-icon: [502, 116, 510, 123]
- body-text: Read this safety guide carefully and completely before using the product. Keep this safety guide so that it can be consulted whenever needed. Observe all warnings and follow all instructions. Clean the product only when it is disconnected from the power supply. Use only a dry cloth. Do not expose the product to rain or moisture. Only use attachments and accessories specified by Sennheiser. Refer all servicing to qualified service personnel. Preventing damage to health and accidents. Protect your hearing from high volume levels. Permanent hearing loss may occur when headphones are used at high volume levels for prolonged periods of time. Product information and declarations of conformity are available at www.sennheiser.com/download.: [502, 325, 590, 379]
- info-icon: [15, 421, 22, 428]
- symbol-row: [302, 509, 390, 527]
- symbol-row: [402, 707, 490, 725]
- body-text: Read this safety guide carefully and completely before using the product. Keep this safety guide so that it can be consulted whenever needed. Observe all warnings and follow all instructions. Clean the product only when it is disconnected from the power supply. Use only a dry cloth. Do not expose the product to rain or moisture. Only use attachments and accessories specified by Sennheiser. Refer all servicing to qualified service personnel. Preventing damage to health and accidents. Protect your hearing from high volume levels. Permanent hearing loss may occur when headphones are used at high volume levels for prolonged periods of time. Product information and declarations of conformity are available at www.sennheiser.com/download.: [4, 842, 89, 901]
- symbol-row: [4, 278, 89, 296]
- body-text: Read this safety guide carefully and completely before using the product. Keep this safety guide so that it can be consulted whenever needed. Observe all warnings and follow all instructions. Clean the product only when it is disconnected from the power supply. Use only a dry cloth. Do not expose the product to rain or moisture. Only use attachments and accessories specified by Sennheiser. Refer all servicing to qualified service personnel. Preventing damage to health and accidents. Protect your hearing from high volume levels. Permanent hearing loss may occur when headphones are used at high volume levels for prolonged periods of time. Product information and declarations of conformity are available at www.sennheiser.com/download.: [402, 780, 490, 834]
- body-text: Read this safety guide carefully and completely before using the product. Keep this safety guide so that it can be consulted whenever needed. Observe all warnings and follow all instructions. Clean the product only when it is disconnected from the power supply. Use only a dry cloth. Do not expose the product to rain or moisture. Only use attachments and accessories specified by Sennheiser. Refer all servicing to qualified service personnel. Preventing damage to health and accidents. Protect your hearing from high volume levels. Permanent hearing loss may occur when headphones are used at high volume levels for prolonged periods of time. Product information and declarations of conformity are available at www.sennheiser.com/download.: [202, 325, 290, 379]
- body-text: Read this safety guide carefully and completely before using the product. Keep this safety guide so that it can be consulted whenever needed. Observe all warnings and follow all instructions. Clean the product only when it is disconnected from the power supply. Use only a dry cloth. Do not expose the product to rain or moisture. Only use attachments and accessories specified by Sennheiser. Refer all servicing to qualified service personnel. Preventing damage to health and accidents. Protect your hearing from high volume levels. Permanent hearing loss may occur when headphones are used at high volume levels for prolonged periods of time. Product information and declarations of conformity are available at www.sennheiser.com/download.: [502, 142, 590, 196]
- body-text: Read this safety guide carefully and completely before using the product. Keep this safety guide so that it can be consulted whenever needed. Observe all warnings and follow all instructions. Clean the product only when it is disconnected from the power supply. Use only a dry cloth. Do not expose the product to rain or moisture. Only use attachments and accessories specified by Sennheiser. Refer all servicing to qualified service personnel. Preventing damage to health and accidents. Protect your hearing from high volume levels. Permanent hearing loss may occur when headphones are used at high volume levels for prolonged periods of time. Product information and declarations of conformity are available at www.sennheiser.com/download.: [602, 325, 690, 379]
- warning-icon: [302, 901, 310, 908]
- section-subheading: Istruzioni di sicurezza importanti: [402, 463, 458, 468]
- body-text: Read this safety guide carefully and completely before using the product. Keep this safety guide so that it can be consulted whenever needed. Observe all warnings and follow all instructions. Clean the product only when it is disconnected from the power supply. Use only a dry cloth. Do not expose the product to rain or moisture. Only use attachments and accessories specified by Sennheiser. Refer all servicing to qualified service personnel. Preventing damage to health and accidents. Protect your hearing from high volume levels. Permanent hearing loss may occur when headphones are used at high volume levels for prolonged periods of time. Product information and declarations of conformity are available at www.sennheiser.com/download.: [202, 596, 290, 650]
- body-text: Read this safety guide carefully and completely before using the product. Keep this safety guide so that it can be consulted whenever needed. Observe all warnings and follow all instructions. Clean the product only when it is disconnected from the power supply. Use only a dry cloth. Do not expose the product to rain or moisture. Only use attachments and accessories specified by Sennheiser. Refer all servicing to qualified service personnel. Preventing damage to health and accidents. Protect your hearing from high volume levels. Permanent hearing loss may occur when headphones are used at high volume levels for prolonged periods of time. Product information and declarations of conformity are available at www.sennheiser.com/download.: [102, 839, 190, 893]
- warning-icon: [402, 713, 410, 720]
- symbol-row: [602, 253, 690, 271]
- body-text: Read this safety guide carefully and completely before using the product. Keep this safety guide so that it can be consulted whenever needed. Observe all warnings and follow all instructions. Clean the product only when it is disconnected from the power supply. Use only a dry cloth. Do not expose the product to rain or moisture. Only use attachments and accessories specified by Sennheiser. Refer all servicing to qualified service personnel. Preventing damage to health and accidents. Protect your hearing from high volume levels. Permanent hearing loss may occur when headphones are used at high volume levels for prolonged periods of time. Product information and declarations of conformity are available at www.sennheiser.com/download.: [402, 596, 490, 650]
- symbol-row: [4, 961, 89, 979]
- language-item: EL Οδηγός ασφαλείας: [30, 69, 66, 74]
- info-icon: [313, 116, 320, 123]
- manufacturer-address: [6, 120, 88, 136]
- symbol-row: [102, 381, 190, 399]
- body-text: Read this safety guide carefully and completely before using the product. Keep this safety guide so that it can be consulted whenever needed. Observe all warnings and follow all instructions. Clean the product only when it is disconnected from the power supply. Use only a dry cloth. Do not expose the product to rain or moisture. Only use attachments and accessories specified by Sennheiser. Refer all servicing to qualified service personnel. Preventing damage to health and accidents. Protect your hearing from high volume levels. Permanent hearing loss may occur when headphones are used at high volume levels for prolonged periods of time. Product information and declarations of conformity are available at www.sennheiser.com/download.: [102, 784, 190, 838]
- warning-icon: [402, 387, 410, 394]
- info-icon: [113, 772, 120, 779]
- warning-icon: [702, 362, 710, 369]
- body-text: Read this safety guide carefully and completely before using the product. Keep this safety guide so that it can be consulted whenever needed. Observe all warnings and follow all instructions. Clean the product only when it is disconnected from the power supply. Use only a dry cloth. Do not expose the product to rain or moisture. Only use attachments and accessories specified by Sennheiser. Refer all servicing to qualified service personnel. Preventing damage to health and accidents. Protect your hearing from high volume levels. Permanent hearing loss may occur when headphones are used at high volume levels for prolonged periods of time. Product information and declarations of conformity are available at www.sennheiser.com/download.: [102, 454, 190, 508]
- language-heading: NO Norsk: [702, 2, 801, 8]
- symbol-row: [302, 895, 390, 913]
- warning-icon: [702, 788, 710, 795]
- info-icon: [413, 713, 420, 720]
- body-text: Read this safety guide carefully and completely before using the product. Keep this safety guide so that it can be consulted whenever needed. Observe all warnings and follow all instructions. Clean the product only when it is disconnected from the power supply. Use only a dry cloth. Do not expose the product to rain or moisture. Only use attachments and accessories specified by Sennheiser. Refer all servicing to qualified service personnel. Preventing damage to health and accidents. Protect your hearing from high volume levels. Permanent hearing loss may occur when headphones are used at high volume levels for prolonged periods of time. Product information and declarations of conformity are available at www.sennheiser.com/download.: [202, 724, 290, 778]
- language-item: JA 安全ガイド: [30, 95, 53, 100]
- warning-icon: [302, 515, 310, 522]
- body-text: Read this safety guide carefully and completely before using the product. Keep this safety guide so that it can be consulted whenever needed. Observe all warnings and follow all instructions. Clean the product only when it is disconnected from the power supply. Use only a dry cloth. Do not expose the product to rain or moisture. Only use attachments and accessories specified by Sennheiser. Refer all servicing to qualified service personnel. Preventing damage to health and accidents. Protect your hearing from high volume levels. Permanent hearing loss may occur when headphones are used at high volume levels for prolonged periods of time. Product information and declarations of conformity are available at www.sennheiser.com/download.: [702, 133, 801, 183]
- warning-icon: [402, 584, 410, 591]
- warning-icon: [702, 122, 710, 129]
- info-icon: [613, 387, 620, 394]
- body-text: Read this safety guide carefully and completely before using the product. Keep this safety guide so that it can be consulted whenever needed. Observe all warnings and follow all instructions. Clean the product only when it is disconnected from the power supply. Use only a dry cloth. Do not expose the product to rain or moisture. Only use attachments and accessories specified by Sennheiser. Refer all servicing to qualified service personnel. Preventing damage to health and accidents. Protect your hearing from high volume levels. Permanent hearing loss may occur when headphones are used at high volume levels for prolonged periods of time. Product information and declarations of conformity are available at www.sennheiser.com/download.: [602, 142, 690, 196]
- warning-icon: [302, 387, 310, 394]
- warning-icon: [102, 901, 110, 908]
- info-icon: [313, 387, 320, 394]
- body-text: Read this safety guide carefully and completely before using the product. Keep this safety guide so that it can be consulted whenever needed. Observe all warnings and follow all instructions. Clean the product only when it is disconnected from the power supply. Use only a dry cloth. Do not expose the product to rain or moisture. Only use attachments and accessories specified by Sennheiser. Refer all servicing to qualified service personnel. Preventing damage to health and accidents. Protect your hearing from high volume levels. Permanent hearing loss may occur when headphones are used at high volume levels for prolonged periods of time. Product information and declarations of conformity are available at www.sennheiser.com/download.: [202, 270, 290, 324]
- info-icon: [213, 387, 220, 394]
- body-text: Read this safety guide carefully and completely before using the product. Keep this safety guide so that it can be consulted whenever needed. Observe all warnings and follow all instructions. Clean the product only when it is disconnected from the power supply. Use only a dry cloth. Do not expose the product to rain or moisture. Only use attachments and accessories specified by Sennheiser. Refer all servicing to qualified service personnel. Preventing damage to health and accidents. Protect your hearing from high volume levels. Permanent hearing loss may occur when headphones are used at high volume levels for prolonged periods of time. Product information and declarations of conformity are available at www.sennheiser.com/download.: [102, 655, 190, 709]
- body-text: Read this safety guide carefully and completely before using the product. Keep this safety guide so that it can be consulted whenever needed. Observe all warnings and follow all instructions. Clean the product only when it is disconnected from the power supply. Use only a dry cloth. Do not expose the product to rain or moisture. Only use attachments and accessories specified by Sennheiser. Refer all servicing to qualified service personnel. Preventing damage to health and accidents. Protect your hearing from high volume levels. Permanent hearing loss may occur when headphones are used at high volume levels for prolonged periods of time. Product information and declarations of conformity are available at www.sennheiser.com/download.: [402, 270, 490, 324]
- warning-icon: [602, 258, 610, 265]
- language-item: ZH 安全指南: [30, 87, 51, 92]
- column-cover: [2, 0, 90, 960]
- language-heading: DA Dansk: [602, 456, 690, 462]
- symbol-row: [502, 638, 590, 656]
- warning-icon: [502, 515, 510, 522]
- section-subheading: Instruções de segurança importantes: [302, 138, 366, 143]
- language-item: PT Instruções de segurança: [30, 38, 75, 43]
- warning-icon: [302, 258, 310, 265]
- info-icon: [213, 713, 220, 720]
- warning-icon: [502, 772, 510, 779]
- column-content: [201, 0, 290, 1035]
- body-text: Read this safety guide carefully and completely before using the product. Keep this safety guide so that it can be consulted whenever needed. Observe all warnings and follow all instructions. Clean the product only when it is disconnected from the power supply. Use only a dry cloth. Do not expose the product to rain or moisture. Only use attachments and accessories specified by Sennheiser. Refer all servicing to qualified service personnel. Preventing damage to health and accidents. Protect your hearing from high volume levels. Permanent hearing loss may occur when headphones are used at high volume levels for prolonged periods of time. Product information and declarations of conformity are available at www.sennheiser.com/download.: [202, 399, 290, 453]
- body-text: Read this safety guide carefully and completely before using the product. Keep this safety guide so that it can be consulted whenever needed. Observe all warnings and follow all instructions. Clean the product only when it is disconnected from the power supply. Use only a dry cloth. Do not expose the product to rain or moisture. Only use attachments and accessories specified by Sennheiser. Refer all servicing to qualified service personnel. Preventing damage to health and accidents. Protect your hearing from high volume levels. Permanent hearing loss may occur when headphones are used at high volume levels for prolonged periods of time. Product information and declarations of conformity are available at www.sennheiser.com/download.: [702, 559, 801, 609]
- column-content: [401, 0, 490, 907]
- info-icon: [413, 841, 420, 848]
- symbol-row: [102, 110, 190, 128]
- info-icon: [513, 116, 520, 123]
- column-content: [4, 146, 89, 979]
- body-text: Read this safety guide carefully and completely before using the product. Keep this safety guide so that it can be consulted whenever needed. Observe all warnings and follow all instructions. Clean the product only when it is disconnected from the power supply. Use only a dry cloth. Do not expose the product to rain or moisture. Only use attachments and accessories specified by Sennheiser. Refer all servicing to qualified service personnel. Preventing damage to health and accidents. Protect your hearing from high volume levels. Permanent hearing loss may occur when headphones are used at high volume levels for prolonged periods of time. Product information and declarations of conformity are available at www.sennheiser.com/download.: [602, 13, 690, 67]
- language-heading: FR Français: [202, 130, 290, 136]
- warning-icon: [502, 901, 510, 908]
- body-text: Read this safety guide carefully and completely before using the product. Keep this safety guide so that it can be consulted whenever needed. Observe all warnings and follow all instructions. Clean the product only when it is disconnected from the power supply. Use only a dry cloth. Do not expose the product to rain or moisture. Only use attachments and accessories specified by Sennheiser. Refer all servicing to qualified service personnel. Preventing damage to health and accidents. Protect your hearing from high volume levels. Permanent hearing loss may occur when headphones are used at high volume levels for prolonged periods of time. Product information and declarations of conformity are available at www.sennheiser.com/download.: [502, 0, 590, 54]
- warning-icon: [202, 116, 210, 123]
- info-icon: [713, 122, 720, 129]
- info-icon: [313, 644, 320, 651]
- body-text: Read this safety guide carefully and completely before using the product. Keep this safety guide so that it can be consulted whenever needed. Observe all warnings and follow all instructions. Clean the product only when it is disconnected from the power supply. Use only a dry cloth. Do not expose the product to rain or moisture. Only use attachments and accessories specified by Sennheiser. Refer all servicing to qualified service personnel. Preventing damage to health and accidents. Protect your hearing from high volume levels. Permanent hearing loss may occur when headphones are used at high volume levels for prolonged periods of time. Product information and declarations of conformity are available at www.sennheiser.com/download.: [202, 55, 290, 109]
- language-item: HU Biztonsági útmutató: [30, 78, 68, 83]
- section-subheading: Vigtige sikkerhedsanvisninger: [602, 463, 654, 468]
- info-icon: [15, 967, 22, 974]
- body-text: Read this safety guide carefully and completely before using the product. Keep this safety guide so that it can be consulted whenever needed. Observe all warnings and follow all instructions. Clean the product only when it is disconnected from the power supply. Use only a dry cloth. Do not expose the product to rain or moisture. Only use attachments and accessories specified by Sennheiser. Refer all servicing to qualified service personnel. Preventing damage to health and accidents. Protect your hearing from high volume levels. Permanent hearing loss may occur when headphones are used at high volume levels for prolonged periods of time. Product information and declarations of conformity are available at www.sennheiser.com/download.: [202, 527, 290, 581]
- body-text: Read this safety guide carefully and completely before using the product. Keep this safety guide so that it can be consulted whenever needed. Observe all warnings and follow all instructions. Clean the product only when it is disconnected from the power supply. Use only a dry cloth. Do not expose the product to rain or moisture. Only use attachments and accessories specified by Sennheiser. Refer all servicing to qualified service personnel. Preventing damage to health and accidents. Protect your hearing from high volume levels. Permanent hearing loss may occur when headphones are used at high volume levels for prolonged periods of time. Product information and declarations of conformity are available at www.sennheiser.com/download.: [302, 142, 390, 196]
- body-text: Read this safety guide carefully and completely before using the product. Keep this safety guide so that it can be consulted whenever needed. Observe all warnings and follow all instructions. Clean the product only when it is disconnected from the power supply. Use only a dry cloth. Do not expose the product to rain or moisture. Only use attachments and accessories specified by Sennheiser. Refer all servicing to qualified service personnel. Preventing damage to health and accidents. Protect your hearing from high volume levels. Permanent hearing loss may occur when headphones are used at high volume levels for prolonged periods of time. Product information and declarations of conformity are available at www.sennheiser.com/download.: [4, 432, 89, 491]
- globe-icon: [6, 20, 22, 36]
- warning-icon: [702, 668, 710, 675]
- body-text: Read this safety guide carefully and completely before using the product. Keep this safety guide so that it can be consulted whenever needed. Observe all warnings and follow all instructions. Clean the product only when it is disconnected from the power supply. Use only a dry cloth. Do not expose the product to rain or moisture. Only use attachments and accessories specified by Sennheiser. Refer all servicing to qualified service personnel. Preventing damage to health and accidents. Protect your hearing from high volume levels. Permanent hearing loss may occur when headphones are used at high volume levels for prolonged periods of time. Product information and declarations of conformity are available at www.sennheiser.com/download.: [402, 724, 490, 778]
- column-content: [501, 0, 590, 893]
- info-icon: [513, 772, 520, 779]
- warning-icon: [202, 387, 210, 394]
- warning-icon: [102, 387, 110, 394]
- language-heading: IT Italiano: [402, 456, 490, 462]
- symbol-row: [702, 542, 801, 560]
- column-content: [601, 0, 690, 907]
- info-icon: [713, 362, 720, 369]
- info-icon: [15, 557, 22, 564]
- body-text: Read this safety guide carefully and completely before using the product. Keep this safety guide so that it can be consulted whenever needed. Observe all warnings and follow all instructions. Clean the product only when it is disconnected from the power supply. Use only a dry cloth. Do not expose the product to rain or moisture. Only use attachments and accessories specified by Sennheiser. Refer all servicing to qualified service personnel. Preventing damage to health and accidents. Protect your hearing from high volume levels. Permanent hearing loss may occur when headphones are used at high volume levels for prolonged periods of time. Product information and declarations of conformity are available at www.sennheiser.com/download.: [502, 582, 590, 636]
- body-text: Read this safety guide carefully and completely before using the product. Keep this safety guide so that it can be consulted whenever needed. Observe all warnings and follow all instructions. Clean the product only when it is disconnected from the power supply. Use only a dry cloth. Do not expose the product to rain or moisture. Only use attachments and accessories specified by Sennheiser. Refer all servicing to qualified service personnel. Preventing damage to health and accidents. Protect your hearing from high volume levels. Permanent hearing loss may occur when headphones are used at high volume levels for prolonged periods of time. Product information and declarations of conformity are available at www.sennheiser.com/download.: [402, 197, 490, 251]
- product-title: PXC 550-II: [30, 4, 65, 11]
- symbol-row: [602, 124, 690, 142]
- column-content: [701, 0, 801, 850]
- body-text: Read this safety guide carefully and completely before using the product. Keep this safety guide so that it can be consulted whenever needed. Observe all warnings and follow all instructions. Clean the product only when it is disconnected from the power supply. Use only a dry cloth. Do not expose the product to rain or moisture. Only use attachments and accessories specified by Sennheiser. Refer all servicing to qualified service personnel. Preventing damage to health and accidents. Protect your hearing from high volume levels. Permanent hearing loss may occur when headphones are used at high volume levels for prolonged periods of time. Product information and declarations of conformity are available at www.sennheiser.com/download.: [302, 197, 390, 251]
- body-text: Read this safety guide carefully and completely before using the product. Keep this safety guide so that it can be consulted whenever needed. Observe all warnings and follow all instructions. Clean the product only when it is disconnected from the power supply. Use only a dry cloth. Do not expose the product to rain or moisture. Only use attachments and accessories specified by Sennheiser. Refer all servicing to qualified service personnel. Preventing damage to health and accidents. Protect your hearing from high volume levels. Permanent hearing loss may occur when headphones are used at high volume levels for prolonged periods of time. Product information and declarations of conformity are available at www.sennheiser.com/download.: [102, 0, 190, 54]
- body-text: Read this safety guide carefully and completely before using the product. Keep this safety guide so that it can be consulted whenever needed. Observe all warnings and follow all instructions. Clean the product only when it is disconnected from the power supply. Use only a dry cloth. Do not expose the product to rain or moisture. Only use attachments and accessories specified by Sennheiser. Refer all servicing to qualified service personnel. Preventing damage to health and accidents. Protect your hearing from high volume levels. Permanent hearing loss may occur when headphones are used at high volume levels for prolonged periods of time. Product information and declarations of conformity are available at www.sennheiser.com/download.: [402, 142, 490, 196]
- info-icon: [113, 515, 120, 522]
- body-text: Read this safety guide carefully and completely before using the product. Keep this safety guide so that it can be consulted whenever needed. Observe all warnings and follow all instructions. Clean the product only when it is disconnected from the power supply. Use only a dry cloth. Do not expose the product to rain or moisture. Only use attachments and accessories specified by Sennheiser. Refer all servicing to qualified service personnel. Preventing damage to health and accidents. Protect your hearing from high volume levels. Permanent hearing loss may occur when headphones are used at high volume levels for prolonged periods of time. Product information and declarations of conformity are available at www.sennheiser.com/download.: [102, 527, 190, 581]
- body-text: Read this safety guide carefully and completely before using the product. Keep this safety guide so that it can be consulted whenever needed. Observe all warnings and follow all instructions. Clean the product only when it is disconnected from the power supply. Use only a dry cloth. Do not expose the product to rain or moisture. Only use attachments and accessories specified by Sennheiser. Refer all servicing to qualified service personnel. Preventing damage to health and accidents. Protect your hearing from high volume levels. Permanent hearing loss may occur when headphones are used at high volume levels for prolonged periods of time. Product information and declarations of conformity are available at www.sennheiser.com/download.: [4, 492, 89, 550]
- body-text: Read this safety guide carefully and completely before using the product. Keep this safety guide so that it can be consulted whenever needed. Observe all warnings and follow all instructions. Clean the product only when it is disconnected from the power supply. Use only a dry cloth. Do not expose the product to rain or moisture. Only use attachments and accessories specified by Sennheiser. Refer all servicing to qualified service personnel. Preventing damage to health and accidents. Protect your hearing from high volume levels. Permanent hearing loss may occur when headphones are used at high volume levels for prolonged periods of time. Product information and declarations of conformity are available at www.sennheiser.com/download.: [202, 0, 290, 54]
- info-icon: [713, 547, 720, 554]
- language-item: NO Sikkerhetsveiledning: [30, 65, 70, 70]
- info-icon: [613, 713, 620, 720]
- warning-icon: [602, 130, 610, 137]
- body-text: Read this safety guide carefully and completely before using the product. Keep this safety guide so that it can be consulted whenever needed. Observe all warnings and follow all instructions. Clean the product only when it is disconnected from the power supply. Use only a dry cloth. Do not expose the product to rain or moisture. Only use attachments and accessories specified by Sennheiser. Refer all servicing to qualified service personnel. Preventing damage to health and accidents. Protect your hearing from high volume levels. Permanent hearing loss may occur when headphones are used at high volume levels for prolonged periods of time. Product information and declarations of conformity are available at www.sennheiser.com/download.: [702, 64, 801, 114]
- symbol-row: [202, 964, 290, 982]
- body-text: Read this safety guide carefully and completely before using the product. Keep this safety guide so that it can be consulted whenever needed. Observe all warnings and follow all instructions. Clean the product only when it is disconnected from the power supply. Use only a dry cloth. Do not expose the product to rain or moisture. Only use attachments and accessories specified by Sennheiser. Refer all servicing to qualified service personnel. Preventing damage to health and accidents. Protect your hearing from high volume levels. Permanent hearing loss may occur when headphones are used at high volume levels for prolonged periods of time. Product information and declarations of conformity are available at www.sennheiser.com/download.: [302, 399, 390, 453]
- body-text: Read this safety guide carefully and completely before using the product. Keep this safety guide so that it can be consulted whenever needed. Observe all warnings and follow all instructions. Clean the product only when it is disconnected from the power supply. Use only a dry cloth. Do not expose the product to rain or moisture. Only use attachments and accessories specified by Sennheiser. Refer all servicing to qualified service personnel. Preventing damage to health and accidents. Protect your hearing from high volume levels. Permanent hearing loss may occur when headphones are used at high volume levels for prolonged periods of time. Product information and declarations of conformity are available at www.sennheiser.com/download.: [4, 296, 89, 354]
- info-icon: [313, 515, 320, 522]
- language-item: FI Turvaohjeet: [30, 60, 53, 65]
- symbol-row: [502, 509, 590, 527]
- language-heading: EL Ελληνικά: [702, 428, 801, 434]
- body-text: Read this safety guide carefully and completely before using the product. Keep this safety guide so that it can be consulted whenever needed. Observe all warnings and follow all instructions. Clean the product only when it is disconnected from the power supply. Use only a dry cloth. Do not expose the product to rain or moisture. Only use attachments and accessories specified by Sennheiser. Refer all servicing to qualified service personnel. Preventing damage to health and accidents. Protect your hearing from high volume levels. Permanent hearing loss may occur when headphones are used at high volume levels for prolonged periods of time. Product information and declarations of conformity are available at www.sennheiser.com/download.: [402, 13, 490, 67]
- body-text: Read this safety guide carefully and completely before using the product. Keep this safety guide so that it can be consulted whenever needed. Observe all warnings and follow all instructions. Clean the product only when it is disconnected from the power supply. Use only a dry cloth. Do not expose the product to rain or moisture. Only use attachments and accessories specified by Sennheiser. Refer all servicing to qualified service personnel. Preventing damage to health and accidents. Protect your hearing from high volume levels. Permanent hearing loss may occur when headphones are used at high volume levels for prolonged periods of time. Product information and declarations of conformity are available at www.sennheiser.com/download.: [202, 651, 290, 705]
- body-text: Read this safety guide carefully and completely before using the product. Keep this safety guide so that it can be consulted whenever needed. Observe all warnings and follow all instructions. Clean the product only when it is disconnected from the power supply. Use only a dry cloth. Do not expose the product to rain or moisture. Only use attachments and accessories specified by Sennheiser. Refer all servicing to qualified service personnel. Preventing damage to health and accidents. Protect your hearing from high volume levels. Permanent hearing loss may occur when headphones are used at high volume levels for prolonged periods of time. Product information and declarations of conformity are available at www.sennheiser.com/download.: [502, 711, 590, 765]
- warning-icon: [502, 258, 510, 265]
- symbol-row: [402, 381, 490, 399]
- symbol-row: [702, 356, 801, 374]
- body-text: Read this safety guide carefully and completely before using the product. Keep this safety guide so that it can be consulted whenever needed. Observe all warnings and follow all instructions. Clean the product only when it is disconnected from the power supply. Use only a dry cloth. Do not expose the product to rain or moisture. Only use attachments and accessories specified by Sennheiser. Refer all servicing to qualified service personnel. Preventing damage to health and accidents. Protect your hearing from high volume levels. Permanent hearing loss may occur when headphones are used at high volume levels for prolonged periods of time. Product information and declarations of conformity are available at www.sennheiser.com/download.: [302, 55, 390, 109]
- body-text: Read this safety guide carefully and completely before using the product. Keep this safety guide so that it can be consulted whenever needed. Observe all warnings and follow all instructions. Clean the product only when it is disconnected from the power supply. Use only a dry cloth. Do not expose the product to rain or moisture. Only use attachments and accessories specified by Sennheiser. Refer all servicing to qualified service personnel. Preventing damage to health and accidents. Protect your hearing from high volume levels. Permanent hearing loss may occur when headphones are used at high volume levels for prolonged periods of time. Product information and declarations of conformity are available at www.sennheiser.com/download.: [102, 270, 190, 324]
- body-text: Read this safety guide carefully and completely before using the product. Keep this safety guide so that it can be consulted whenever needed. Observe all warnings and follow all instructions. Clean the product only when it is disconnected from the power supply. Use only a dry cloth. Do not expose the product to rain or moisture. Only use attachments and accessories specified by Sennheiser. Refer all servicing to qualified service personnel. Preventing damage to health and accidents. Protect your hearing from high volume levels. Permanent hearing loss may occur when headphones are used at high volume levels for prolonged periods of time. Product information and declarations of conformity are available at www.sennheiser.com/download.: [102, 197, 190, 251]
- warning-icon: [602, 841, 610, 848]
- body-text: Read this safety guide carefully and completely before using the product. Keep this safety guide so that it can be consulted whenever needed. Observe all warnings and follow all instructions. Clean the product only when it is disconnected from the power supply. Use only a dry cloth. Do not expose the product to rain or moisture. Only use attachments and accessories specified by Sennheiser. Refer all servicing to qualified service personnel. Preventing damage to health and accidents. Protect your hearing from high volume levels. Permanent hearing loss may occur when headphones are used at high volume levels for prolonged periods of time. Product information and declarations of conformity are available at www.sennheiser.com/download.: [102, 325, 190, 379]
- body-text: Read this safety guide carefully and completely before using the product. Keep this safety guide so that it can be consulted whenever needed. Observe all warnings and follow all instructions. Clean the product only when it is disconnected from the power supply. Use only a dry cloth. Do not expose the product to rain or moisture. Only use attachments and accessories specified by Sennheiser. Refer all servicing to qualified service personnel. Preventing damage to health and accidents. Protect your hearing from high volume levels. Permanent hearing loss may occur when headphones are used at high volume levels for prolonged periods of time. Product information and declarations of conformity are available at www.sennheiser.com/download.: [702, 490, 801, 540]
- symbol-row: [302, 253, 390, 271]
- info-icon: [713, 242, 720, 249]
- symbol-row: [302, 766, 390, 784]
- symbol-row: [602, 381, 690, 399]
- symbol-row: [102, 253, 190, 271]
